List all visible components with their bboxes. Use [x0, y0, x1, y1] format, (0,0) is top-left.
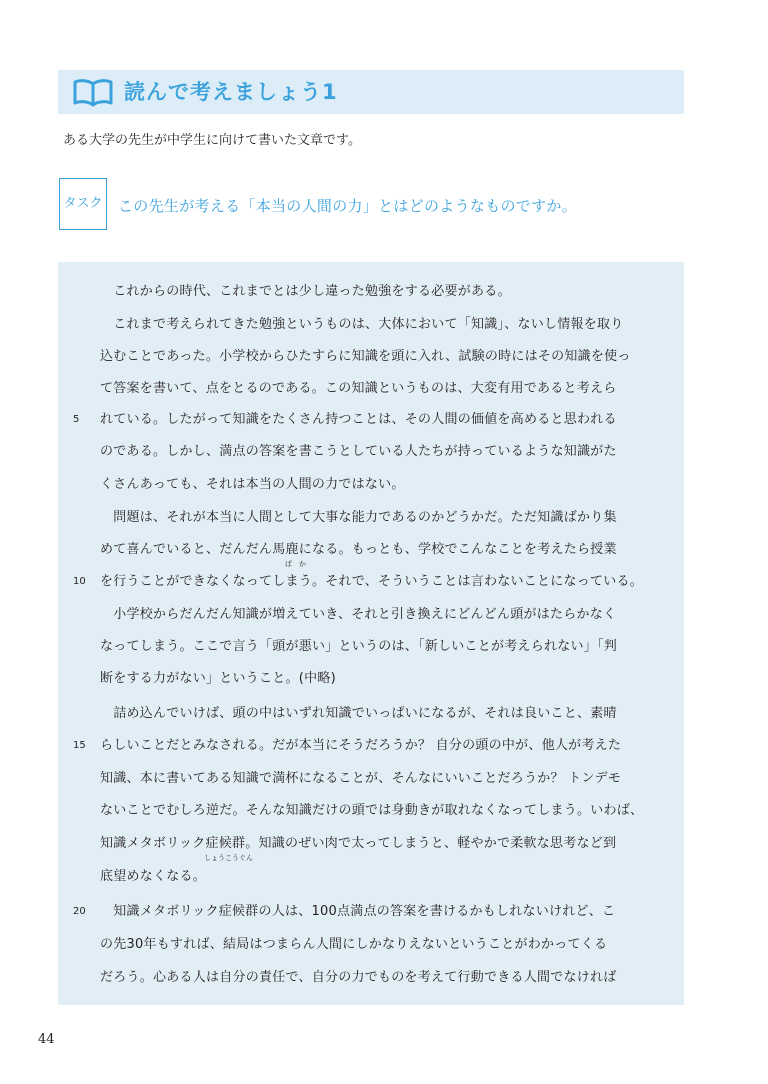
passage-line: 知識メタボリック症候群。知識のぜい肉で太ってしまうと、軽やかで柔軟な思考など到	[100, 836, 617, 851]
line-number: 15	[73, 740, 86, 751]
passage-line: めて喜んでいると、だんだん馬鹿になる。もっとも、学校でこんなことを考えたら授業	[100, 542, 617, 557]
task-label-box	[59, 178, 107, 230]
task-label: タスク	[63, 196, 103, 211]
open-book-icon	[72, 78, 114, 108]
passage-line: を行うことができなくなってしまう。それで、そういうことは言わないことになっている。	[100, 574, 643, 589]
passage-line: なってしまう。ここで言う「頭が悪い」というのは、「新しいことが考えられない」「判	[100, 639, 618, 654]
passage-line: だろう。心ある人は自分の責任で、自分の力でものを考えて行動できる人間でなければ	[100, 970, 617, 985]
line-number: 10	[73, 576, 86, 587]
ruby-baka: ば か	[285, 560, 306, 568]
passage-line: らしいことだとみなされる。だが本当にそうだろうか？ 自分の頭の中が、他人が考えた	[100, 738, 622, 753]
passage-line: ないことでむしろ逆だ。そんな知識だけの頭では身動きが取れなくなってしまう。いわば、	[100, 803, 644, 818]
passage-line: 知識、本に書いてある知識で満杯になることが、そんなにいいことだろうか？ トンデモ	[100, 771, 622, 786]
passage-line: 底望めなくなる。	[100, 869, 207, 884]
passage-line: れている。したがって知識をたくさん持つことは、その人間の価値を高めると思われる	[100, 412, 617, 427]
passage-line: これからの時代、これまでとは少し違った勉強をする必要がある。	[100, 284, 511, 299]
reading-passage	[58, 262, 684, 1005]
passage-line: くさんあっても、それは本当の人間の力ではない。	[100, 477, 405, 492]
passage-line: の先30年もすれば、結局はつまらん人間にしかなりえないということがわかってくる	[100, 937, 608, 952]
section-header	[58, 70, 684, 114]
line-number: 5	[73, 414, 80, 425]
ruby-shoukougun: しょうこうぐん	[204, 854, 253, 862]
passage-line: 込むことであった。小学校からひたすらに知識を頭に入れ、試験の時にはその知識を使っ	[100, 349, 631, 364]
passage-line: て答案を書いて、点をとるのである。この知識というものは、大変有用であると考えら	[100, 381, 617, 396]
passage-line: これまで考えられてきた勉強というものは、大体において「知識」、ないし情報を取り	[100, 317, 624, 332]
intro-text: ある大学の先生が中学生に向けて書いた文章です。	[63, 133, 361, 148]
passage-line: 小学校からだんだん知識が増えていき、それと引き換えにどんどん頭がはたらかなく	[100, 607, 617, 622]
section-title: 読んで考えましょう1	[124, 80, 338, 104]
line-number: 20	[73, 906, 86, 917]
page-number: 44	[38, 1032, 55, 1047]
passage-line: のである。しかし、満点の答案を書こうとしている人たちが持っているような知識がた	[100, 444, 617, 459]
task-question: この先生が考える「本当の人間の力」とはどのようなものですか。	[118, 197, 578, 215]
passage-line: 詰め込んでいけば、頭の中はいずれ知識でいっぱいになるが、それは良いこと、素晴	[100, 706, 617, 721]
passage-line: 知識メタボリック症候群の人は、100点満点の答案を書けるかもしれないけれど、こ	[100, 904, 616, 919]
passage-line: 断をする力がない」ということ。(中略)	[100, 671, 336, 686]
passage-line: 問題は、それが本当に人間として大事な能力であるのかどうかだ。ただ知識ばかり集	[100, 510, 617, 525]
